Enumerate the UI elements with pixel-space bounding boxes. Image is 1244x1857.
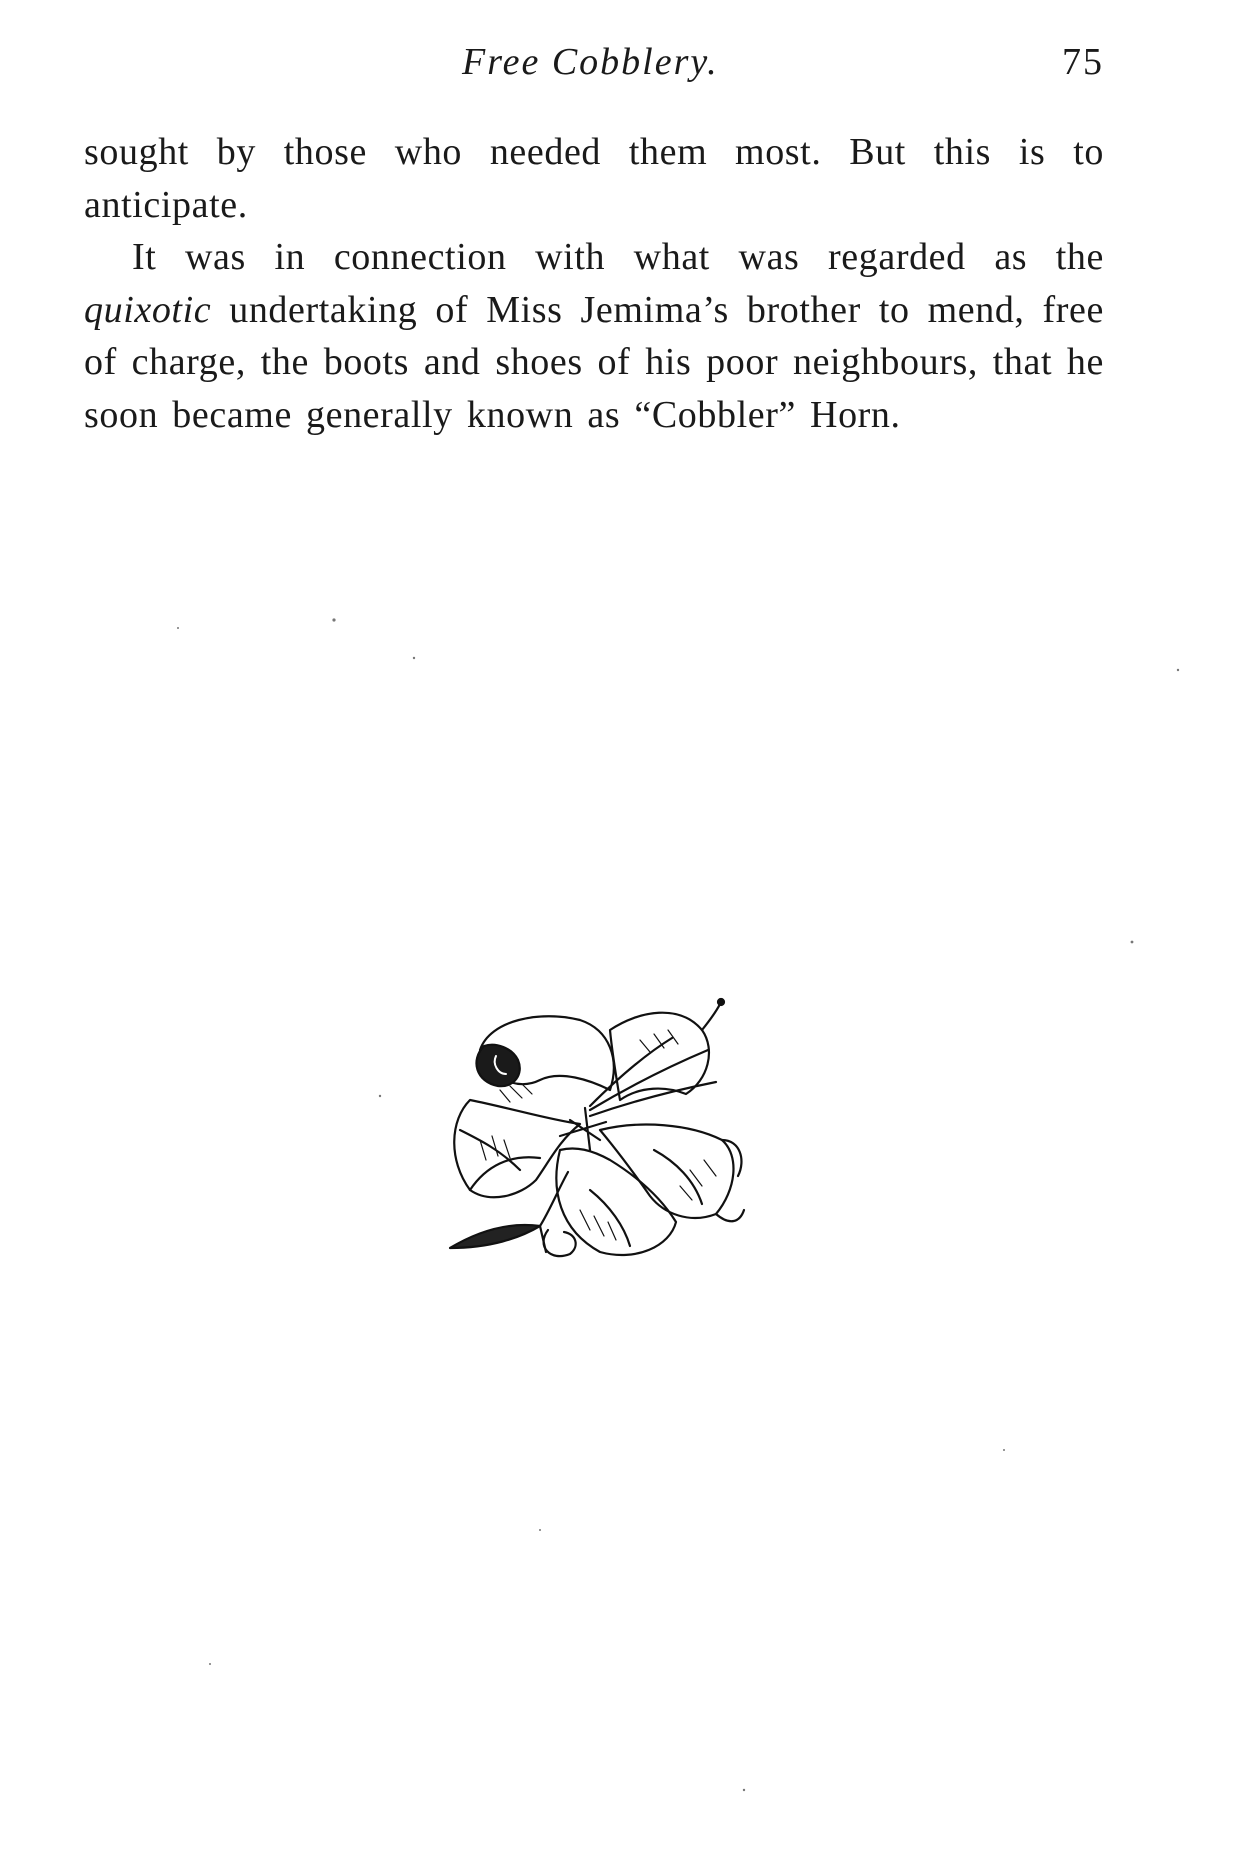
paragraph-text-end: undertaking of Miss Jemima’s brother to mend, free of charge, the boots and shoes of his poor neighbours, that he soon became generally known as “Cobbler” Horn.: [84, 288, 1104, 436]
running-title: Free Cobblery.: [462, 41, 719, 83]
body-text: [84, 126, 1104, 441]
lily-flower-icon: [440, 990, 760, 1280]
page-number: 75: [1062, 41, 1104, 83]
italic-word: quixotic: [84, 288, 212, 331]
paragraph-text-start: It was in connection with what was regarded as the: [132, 236, 1104, 278]
running-head: [84, 40, 1104, 90]
paragraph-continued: sought by those who needed them most. But this is to anticipate.: [84, 131, 1104, 226]
paragraph: [84, 231, 1104, 441]
